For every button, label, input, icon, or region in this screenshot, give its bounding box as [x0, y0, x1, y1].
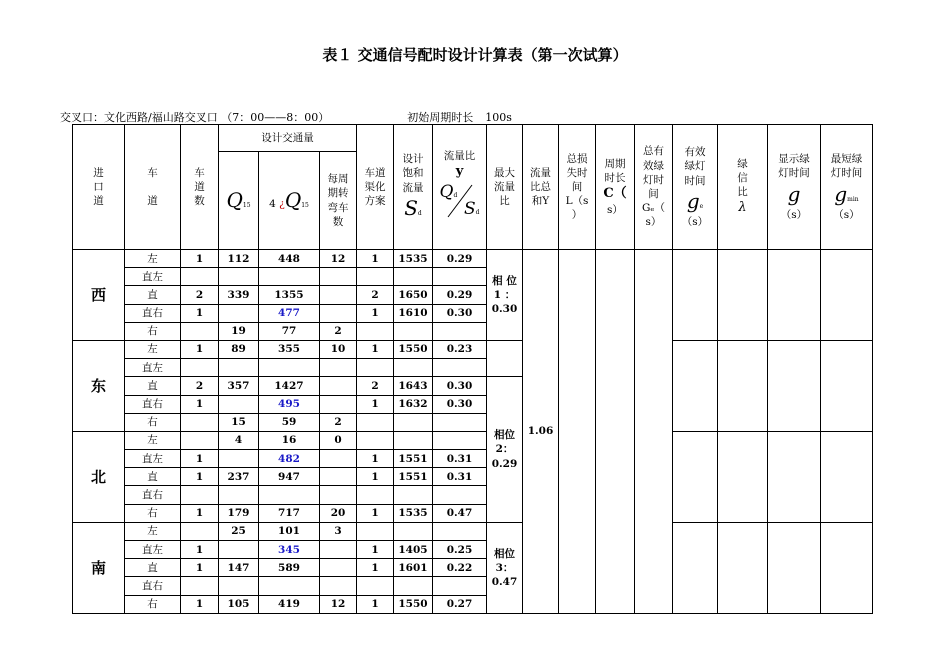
- cell-q4: 1355: [259, 286, 320, 304]
- cell-q15: 339: [219, 286, 259, 304]
- cell-flow-ratio: 0.30: [433, 304, 487, 322]
- header-approach: 进 口 道: [73, 125, 125, 250]
- cell-scheme: [357, 577, 394, 595]
- cell-flow-ratio: [433, 322, 487, 340]
- cell-turn: 12: [320, 595, 357, 613]
- header-cycle: 周期 时长 C（ s）: [596, 125, 635, 250]
- cell-flow-ratio: [433, 522, 487, 540]
- cell-min-green: [821, 250, 873, 341]
- cell-q15: [219, 541, 259, 559]
- cell-turn: [320, 468, 357, 486]
- cell-lane: 左: [125, 340, 181, 358]
- cell-scheme: 1: [357, 395, 394, 413]
- header-saturation: 设计 饱和 流量 Sd: [394, 125, 433, 250]
- cell-scheme: 1: [357, 340, 394, 358]
- cell-display-green: [768, 250, 821, 341]
- cell-q4: 419: [259, 595, 320, 613]
- cell-saturation: [394, 359, 433, 377]
- cell-lane-count: 1: [181, 468, 219, 486]
- approach-west: 西: [73, 250, 125, 341]
- cell-effective-green: [673, 340, 718, 431]
- cell-lane: 直左: [125, 541, 181, 559]
- cell-scheme: 1: [357, 541, 394, 559]
- cell-green-ratio: [718, 431, 768, 522]
- cell-lane-count: [181, 486, 219, 504]
- cell-lane-count: 1: [181, 304, 219, 322]
- cell-saturation: 1535: [394, 250, 433, 268]
- cell-turn: [320, 395, 357, 413]
- cell-saturation: [394, 431, 433, 449]
- cell-saturation: 1551: [394, 450, 433, 468]
- approach-east: 东: [73, 340, 125, 431]
- cell-q4: 477: [259, 304, 320, 322]
- approach-north: 北: [73, 431, 125, 522]
- cell-flow-ratio: 0.25: [433, 541, 487, 559]
- cycle-value: 100s: [485, 111, 512, 124]
- cell-lane-count: [181, 359, 219, 377]
- cell-saturation: 1550: [394, 595, 433, 613]
- cell-saturation: [394, 486, 433, 504]
- cell-lane: 右: [125, 413, 181, 431]
- cell-turn: [320, 559, 357, 577]
- cell-scheme: [357, 268, 394, 286]
- cell-saturation: [394, 577, 433, 595]
- cell-q4: 482: [259, 450, 320, 468]
- header-q4: 4 ¿Q15: [259, 152, 320, 250]
- cell-q15: 357: [219, 377, 259, 395]
- cell-max-ratio-blank: [487, 340, 523, 376]
- header-effective-green: 有效 绿灯 时间 ge （s）: [673, 125, 718, 250]
- header-green-ratio: 绿 信 比 λ: [718, 125, 768, 250]
- cell-q15: [219, 359, 259, 377]
- cell-scheme: [357, 431, 394, 449]
- cell-scheme: 2: [357, 286, 394, 304]
- cell-q15: 4: [219, 431, 259, 449]
- cell-scheme: [357, 522, 394, 540]
- cell-turn: [320, 268, 357, 286]
- cell-q15: 15: [219, 413, 259, 431]
- cell-saturation: [394, 268, 433, 286]
- cell-q4: 355: [259, 340, 320, 358]
- cell-effective-green: [673, 250, 718, 341]
- cell-scheme: 2: [357, 377, 394, 395]
- cell-lane: 右: [125, 504, 181, 522]
- cell-q4: [259, 577, 320, 595]
- cell-turn: 2: [320, 322, 357, 340]
- cell-total-green: [635, 250, 673, 614]
- cell-saturation: [394, 522, 433, 540]
- cell-turn: [320, 450, 357, 468]
- cell-turn: 12: [320, 250, 357, 268]
- cell-turn: [320, 286, 357, 304]
- cell-q15: 147: [219, 559, 259, 577]
- intersection-info: [60, 109, 512, 125]
- cell-lane: 直左: [125, 268, 181, 286]
- cell-flow-ratio: 0.30: [433, 395, 487, 413]
- phase-p3: 相位 3： 0.47: [487, 522, 523, 613]
- header-lane-count: 车 道 数: [181, 125, 219, 250]
- cell-q4: 59: [259, 413, 320, 431]
- page-title: 表１ 交通信号配时设计计算表（第一次试算）: [322, 46, 628, 64]
- header-max-ratio: 最大 流量 比: [487, 125, 523, 250]
- cell-min-green: [821, 431, 873, 522]
- cell-scheme: 1: [357, 250, 394, 268]
- cell-flow-ratio: [433, 413, 487, 431]
- cell-scheme: 1: [357, 304, 394, 322]
- cell-lane: 左: [125, 522, 181, 540]
- cell-q15: 237: [219, 468, 259, 486]
- cell-lane-count: 2: [181, 286, 219, 304]
- cell-flow-ratio: [433, 268, 487, 286]
- cell-scheme: 1: [357, 468, 394, 486]
- cell-flow-ratio: [433, 431, 487, 449]
- cell-effective-green: [673, 431, 718, 522]
- cell-flow-ratio: 0.31: [433, 468, 487, 486]
- cell-scheme: 1: [357, 450, 394, 468]
- cell-q4: [259, 268, 320, 286]
- intersection-label: 交叉口：文化西路/福山路交叉口 （7：00——8：00）: [60, 111, 330, 124]
- cell-lane-count: 1: [181, 340, 219, 358]
- cell-q15: 89: [219, 340, 259, 358]
- header-lane-scheme: 车道 渠化 方案: [357, 125, 394, 250]
- cell-lane: 直: [125, 286, 181, 304]
- header-q15: Q15: [219, 152, 259, 250]
- cell-lane-count: [181, 522, 219, 540]
- cell-lane: 右: [125, 322, 181, 340]
- cell-lane-count: 1: [181, 541, 219, 559]
- header-lane: 车 道: [125, 125, 181, 250]
- cell-cycle: [596, 250, 635, 614]
- cell-flow-ratio: 0.29: [433, 286, 487, 304]
- cell-q4: 16: [259, 431, 320, 449]
- table-row: [73, 431, 873, 449]
- cell-turn: [320, 304, 357, 322]
- cell-saturation: [394, 413, 433, 431]
- cell-green-ratio: [718, 522, 768, 613]
- flow-ratio-fraction: Qd Sd: [439, 181, 480, 219]
- header-min-green: 最短绿 灯时间 gmin （s）: [821, 125, 873, 250]
- cell-effective-green: [673, 522, 718, 613]
- cell-lane: 直: [125, 468, 181, 486]
- cell-saturation: 1405: [394, 541, 433, 559]
- cell-q4: 345: [259, 541, 320, 559]
- cell-lane: 右: [125, 595, 181, 613]
- cell-q4: 77: [259, 322, 320, 340]
- cell-scheme: [357, 322, 394, 340]
- ratio-sum-value: 1.06: [523, 250, 559, 614]
- cell-q15: 179: [219, 504, 259, 522]
- cell-display-green: [768, 522, 821, 613]
- cell-saturation: 1643: [394, 377, 433, 395]
- header-flow-ratio: 流量比 y Qd Sd: [433, 125, 487, 250]
- cell-saturation: 1550: [394, 340, 433, 358]
- cell-lane-count: 1: [181, 250, 219, 268]
- table-row: [73, 250, 873, 268]
- cell-flow-ratio: 0.31: [433, 450, 487, 468]
- cell-turn: 20: [320, 504, 357, 522]
- cell-lane-count: 1: [181, 559, 219, 577]
- cell-flow-ratio: [433, 486, 487, 504]
- cell-turn: 0: [320, 431, 357, 449]
- timing-table: [72, 124, 873, 614]
- cell-lane: 左: [125, 431, 181, 449]
- cell-lane-count: 2: [181, 377, 219, 395]
- cell-min-green: [821, 340, 873, 431]
- cell-scheme: [357, 486, 394, 504]
- cell-min-green: [821, 522, 873, 613]
- cell-q4: 947: [259, 468, 320, 486]
- cell-lane: 直右: [125, 577, 181, 595]
- cell-flow-ratio: [433, 359, 487, 377]
- cell-q4: [259, 486, 320, 504]
- cell-flow-ratio: 0.30: [433, 377, 487, 395]
- cell-flow-ratio: 0.47: [433, 504, 487, 522]
- cell-lane: 左: [125, 250, 181, 268]
- cell-lost-time: [559, 250, 596, 614]
- cell-saturation: 1610: [394, 304, 433, 322]
- cell-saturation: [394, 322, 433, 340]
- cell-q15: 105: [219, 595, 259, 613]
- cell-flow-ratio: 0.27: [433, 595, 487, 613]
- cell-turn: [320, 577, 357, 595]
- header-total-green: 总有 效绿 灯时 间 Gₑ（ s）: [635, 125, 673, 250]
- header-design-volume: 设计交通量: [219, 125, 357, 152]
- cell-lane-count: 1: [181, 395, 219, 413]
- cell-lane-count: 1: [181, 595, 219, 613]
- cell-saturation: 1650: [394, 286, 433, 304]
- cell-q4: 589: [259, 559, 320, 577]
- cell-q15: [219, 577, 259, 595]
- cell-turn: 3: [320, 522, 357, 540]
- table-row: [73, 340, 873, 358]
- cell-lane: 直左: [125, 450, 181, 468]
- cell-flow-ratio: [433, 577, 487, 595]
- phase-p1: 相 位 1 ： 0.30: [487, 250, 523, 341]
- header-ratio-sum: 流量 比总 和Y: [523, 125, 559, 250]
- cell-q15: 112: [219, 250, 259, 268]
- cell-q15: 19: [219, 322, 259, 340]
- cell-q15: [219, 486, 259, 504]
- cell-lane: 直: [125, 559, 181, 577]
- cell-q4: 1427: [259, 377, 320, 395]
- cell-q15: [219, 450, 259, 468]
- cell-saturation: 1632: [394, 395, 433, 413]
- approach-south: 南: [73, 522, 125, 613]
- cell-lane-count: [181, 322, 219, 340]
- cell-display-green: [768, 431, 821, 522]
- cell-q15: 25: [219, 522, 259, 540]
- cell-scheme: 1: [357, 504, 394, 522]
- cell-turn: [320, 541, 357, 559]
- cell-lane: 直左: [125, 359, 181, 377]
- cell-flow-ratio: 0.23: [433, 340, 487, 358]
- cell-green-ratio: [718, 340, 768, 431]
- cell-q4: [259, 359, 320, 377]
- cell-scheme: [357, 359, 394, 377]
- cell-turn: 2: [320, 413, 357, 431]
- cell-scheme: 1: [357, 595, 394, 613]
- cell-green-ratio: [718, 250, 768, 341]
- cell-q4: 101: [259, 522, 320, 540]
- cell-q15: [219, 304, 259, 322]
- cell-scheme: [357, 413, 394, 431]
- cell-q4: 448: [259, 250, 320, 268]
- cell-saturation: 1535: [394, 504, 433, 522]
- header-lost-time: 总损 失时 间 L（s ）: [559, 125, 596, 250]
- cell-lane: 直: [125, 377, 181, 395]
- header-display-green: 显示绿 灯时间 g （s）: [768, 125, 821, 250]
- cell-saturation: 1601: [394, 559, 433, 577]
- cell-q15: [219, 268, 259, 286]
- cell-lane-count: 1: [181, 504, 219, 522]
- cell-lane-count: 1: [181, 450, 219, 468]
- cell-saturation: 1551: [394, 468, 433, 486]
- cell-lane-count: [181, 431, 219, 449]
- cell-turn: [320, 377, 357, 395]
- cycle-label: 初始周期时长: [407, 111, 474, 124]
- cell-turn: [320, 359, 357, 377]
- cell-q4: 717: [259, 504, 320, 522]
- cell-turn: 10: [320, 340, 357, 358]
- cell-lane: 直右: [125, 486, 181, 504]
- cell-lane-count: [181, 413, 219, 431]
- cell-q15: [219, 395, 259, 413]
- cell-lane: 直右: [125, 395, 181, 413]
- cell-flow-ratio: 0.22: [433, 559, 487, 577]
- cell-display-green: [768, 340, 821, 431]
- cell-scheme: 1: [357, 559, 394, 577]
- cell-lane-count: [181, 268, 219, 286]
- header-turn-vehicles: 每周 期转 弯车 数: [320, 152, 357, 250]
- cell-q4: 495: [259, 395, 320, 413]
- cell-turn: [320, 486, 357, 504]
- table-row: [73, 522, 873, 540]
- cell-lane: 直右: [125, 304, 181, 322]
- phase-p2: 相位 2： 0.29: [487, 377, 523, 523]
- cell-flow-ratio: 0.29: [433, 250, 487, 268]
- cell-lane-count: [181, 577, 219, 595]
